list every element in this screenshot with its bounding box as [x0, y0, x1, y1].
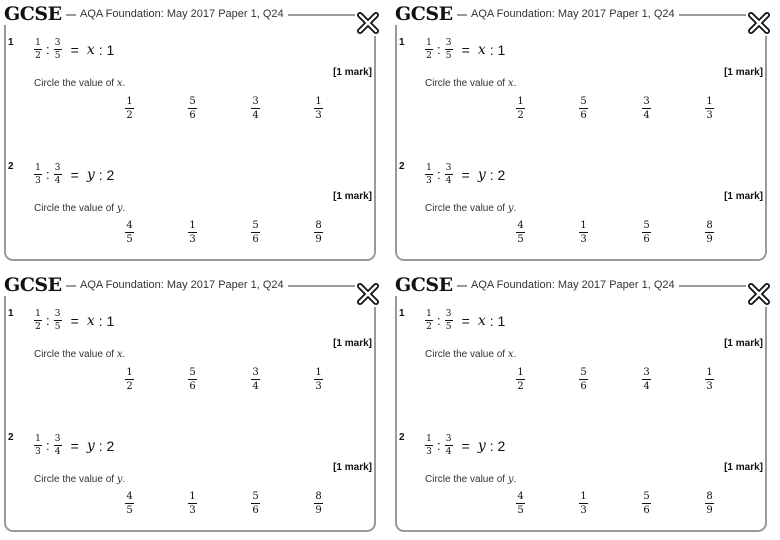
- fraction: $\frac{1}{3}$: [315, 96, 322, 121]
- answer-option[interactable]: [552, 491, 615, 516]
- question-number: 2: [8, 432, 14, 443]
- answer-option[interactable]: [224, 96, 287, 121]
- answer-option[interactable]: [98, 96, 161, 121]
- answer-option[interactable]: [224, 220, 287, 245]
- answer-options: [489, 367, 741, 392]
- fraction: $\frac{3}{5}$: [54, 38, 61, 61]
- answer-option[interactable]: [678, 491, 741, 516]
- answer-option[interactable]: [678, 96, 741, 121]
- worksheet-card: [391, 271, 773, 536]
- fraction: $\frac{3}{4}$: [643, 367, 650, 392]
- fraction: $\frac{1}{3}$: [189, 491, 196, 516]
- fraction: $\frac{1}{3}$: [426, 163, 432, 186]
- instruction-text: Circle the value of y.: [425, 474, 517, 485]
- answer-options: [489, 220, 741, 245]
- answer-options: [98, 367, 350, 392]
- fraction: $\frac{4}{5}$: [517, 220, 524, 245]
- mark-label: [1 mark]: [724, 191, 763, 202]
- question-equation: $\frac{1}{2}$ : $\frac{3}{5}$ = x : 1: [426, 38, 506, 61]
- worksheet-card: [0, 271, 382, 536]
- answer-option[interactable]: [615, 220, 678, 245]
- instruction-text: Circle the value of y.: [34, 203, 126, 214]
- instruction-text: Circle the value of y.: [34, 474, 126, 485]
- worksheet-card: [391, 0, 773, 265]
- close-x-icon[interactable]: [355, 281, 381, 307]
- mark-label: [1 mark]: [333, 338, 372, 349]
- fraction: $\frac{1}{3}$: [189, 220, 196, 245]
- fraction: $\frac{1}{3}$: [580, 491, 587, 516]
- fraction: $\frac{3}{4}$: [252, 96, 259, 121]
- answer-option[interactable]: [615, 367, 678, 392]
- gcse-logo: GCSE: [4, 274, 66, 296]
- answer-option[interactable]: [489, 491, 552, 516]
- question-equation: $\frac{1}{3}$ : $\frac{3}{4}$ = y : 2: [426, 163, 506, 186]
- question-number: 1: [399, 37, 405, 48]
- close-x-icon[interactable]: [746, 10, 772, 36]
- close-x-icon[interactable]: [746, 281, 772, 307]
- answer-option[interactable]: [287, 96, 350, 121]
- mark-label: [1 mark]: [724, 338, 763, 349]
- fraction: $\frac{3}{4}$: [445, 434, 452, 457]
- question-source: AQA Foundation: May 2017 Paper 1, Q24: [467, 7, 679, 21]
- answer-options: [489, 96, 741, 121]
- fraction: $\frac{3}{5}$: [54, 309, 61, 332]
- mark-label: [1 mark]: [333, 191, 372, 202]
- fraction: $\frac{1}{3}$: [426, 434, 432, 457]
- answer-option[interactable]: [552, 96, 615, 121]
- fraction: $\frac{5}{6}$: [643, 491, 650, 516]
- fraction: $\frac{3}{5}$: [445, 309, 452, 332]
- fraction: $\frac{3}{4}$: [252, 367, 259, 392]
- fraction: $\frac{1}{3}$: [315, 367, 322, 392]
- fraction: $\frac{5}{6}$: [189, 367, 196, 392]
- answer-option[interactable]: [287, 367, 350, 392]
- instruction-text: Circle the value of x.: [425, 349, 517, 360]
- answer-option[interactable]: [489, 96, 552, 121]
- gcse-logo: GCSE: [395, 3, 457, 25]
- question-number: 1: [8, 37, 14, 48]
- question-equation: $\frac{1}{3}$ : $\frac{3}{4}$ = y : 2: [35, 434, 115, 457]
- fraction: $\frac{8}{9}$: [706, 220, 713, 245]
- mark-label: [1 mark]: [333, 67, 372, 78]
- question-number: 2: [8, 161, 14, 172]
- question-number: 2: [399, 432, 405, 443]
- worksheet-card: [0, 0, 382, 265]
- fraction: $\frac{1}{3}$: [35, 434, 41, 457]
- answer-option[interactable]: [489, 367, 552, 392]
- fraction: $\frac{3}{4}$: [643, 96, 650, 121]
- question-number: 1: [8, 308, 14, 319]
- answer-option[interactable]: [224, 491, 287, 516]
- question-source: AQA Foundation: May 2017 Paper 1, Q24: [76, 7, 288, 21]
- fraction: $\frac{8}{9}$: [706, 491, 713, 516]
- question-equation: $\frac{1}{2}$ : $\frac{3}{5}$ = x : 1: [35, 309, 115, 332]
- instruction-text: Circle the value of y.: [425, 203, 517, 214]
- fraction: $\frac{5}{6}$: [252, 491, 259, 516]
- answer-option[interactable]: [552, 220, 615, 245]
- question-source: AQA Foundation: May 2017 Paper 1, Q24: [76, 278, 288, 292]
- instruction-text: Circle the value of x.: [34, 349, 126, 360]
- fraction: $\frac{1}{2}$: [426, 38, 432, 61]
- answer-option[interactable]: [224, 367, 287, 392]
- answer-option[interactable]: [678, 367, 741, 392]
- answer-option[interactable]: [161, 96, 224, 121]
- fraction: $\frac{1}{3}$: [35, 163, 41, 186]
- answer-options: [98, 96, 350, 121]
- fraction: $\frac{1}{2}$: [126, 96, 133, 121]
- fraction: $\frac{8}{9}$: [315, 220, 322, 245]
- answer-option[interactable]: [161, 367, 224, 392]
- fraction: $\frac{1}{2}$: [35, 309, 41, 332]
- answer-options: [98, 491, 350, 516]
- answer-option[interactable]: [98, 367, 161, 392]
- fraction: $\frac{1}{2}$: [426, 309, 432, 332]
- fraction: $\frac{1}{3}$: [706, 367, 713, 392]
- fraction: $\frac{3}{4}$: [445, 163, 452, 186]
- fraction: $\frac{1}{2}$: [517, 96, 524, 121]
- answer-option[interactable]: [98, 491, 161, 516]
- fraction: $\frac{4}{5}$: [126, 220, 133, 245]
- fraction: $\frac{3}{4}$: [54, 163, 61, 186]
- fraction: $\frac{5}{6}$: [643, 220, 650, 245]
- question-equation: $\frac{1}{2}$ : $\frac{3}{5}$ = x : 1: [35, 38, 115, 61]
- answer-option[interactable]: [489, 220, 552, 245]
- answer-option[interactable]: [678, 220, 741, 245]
- mark-label: [1 mark]: [724, 67, 763, 78]
- close-x-icon[interactable]: [355, 10, 381, 36]
- fraction: $\frac{5}{6}$: [252, 220, 259, 245]
- mark-label: [1 mark]: [724, 462, 763, 473]
- instruction-text: Circle the value of x.: [34, 78, 126, 89]
- answer-option[interactable]: [552, 367, 615, 392]
- answer-option[interactable]: [161, 491, 224, 516]
- question-equation: $\frac{1}{3}$ : $\frac{3}{4}$ = y : 2: [426, 434, 506, 457]
- answer-option[interactable]: [615, 96, 678, 121]
- answer-options: [98, 220, 350, 245]
- fraction: $\frac{5}{6}$: [189, 96, 196, 121]
- fraction: $\frac{3}{4}$: [54, 434, 61, 457]
- question-equation: $\frac{1}{2}$ : $\frac{3}{5}$ = x : 1: [426, 309, 506, 332]
- fraction: $\frac{5}{6}$: [580, 367, 587, 392]
- mark-label: [1 mark]: [333, 462, 372, 473]
- question-source: AQA Foundation: May 2017 Paper 1, Q24: [467, 278, 679, 292]
- answer-option[interactable]: [615, 491, 678, 516]
- answer-options: [489, 491, 741, 516]
- fraction: $\frac{1}{2}$: [517, 367, 524, 392]
- fraction: $\frac{8}{9}$: [315, 491, 322, 516]
- fraction: $\frac{5}{6}$: [580, 96, 587, 121]
- instruction-text: Circle the value of x.: [425, 78, 517, 89]
- question-number: 1: [399, 308, 405, 319]
- gcse-logo: GCSE: [4, 3, 66, 25]
- answer-option[interactable]: [161, 220, 224, 245]
- fraction: $\frac{1}{2}$: [126, 367, 133, 392]
- answer-option[interactable]: [98, 220, 161, 245]
- fraction: $\frac{1}{3}$: [580, 220, 587, 245]
- fraction: $\frac{1}{2}$: [35, 38, 41, 61]
- fraction: $\frac{4}{5}$: [517, 491, 524, 516]
- answer-option[interactable]: [287, 220, 350, 245]
- fraction: $\frac{4}{5}$: [126, 491, 133, 516]
- fraction: $\frac{3}{5}$: [445, 38, 452, 61]
- fraction: $\frac{1}{3}$: [706, 96, 713, 121]
- gcse-logo: GCSE: [395, 274, 457, 296]
- question-number: 2: [399, 161, 405, 172]
- answer-option[interactable]: [287, 491, 350, 516]
- question-equation: $\frac{1}{3}$ : $\frac{3}{4}$ = y : 2: [35, 163, 115, 186]
